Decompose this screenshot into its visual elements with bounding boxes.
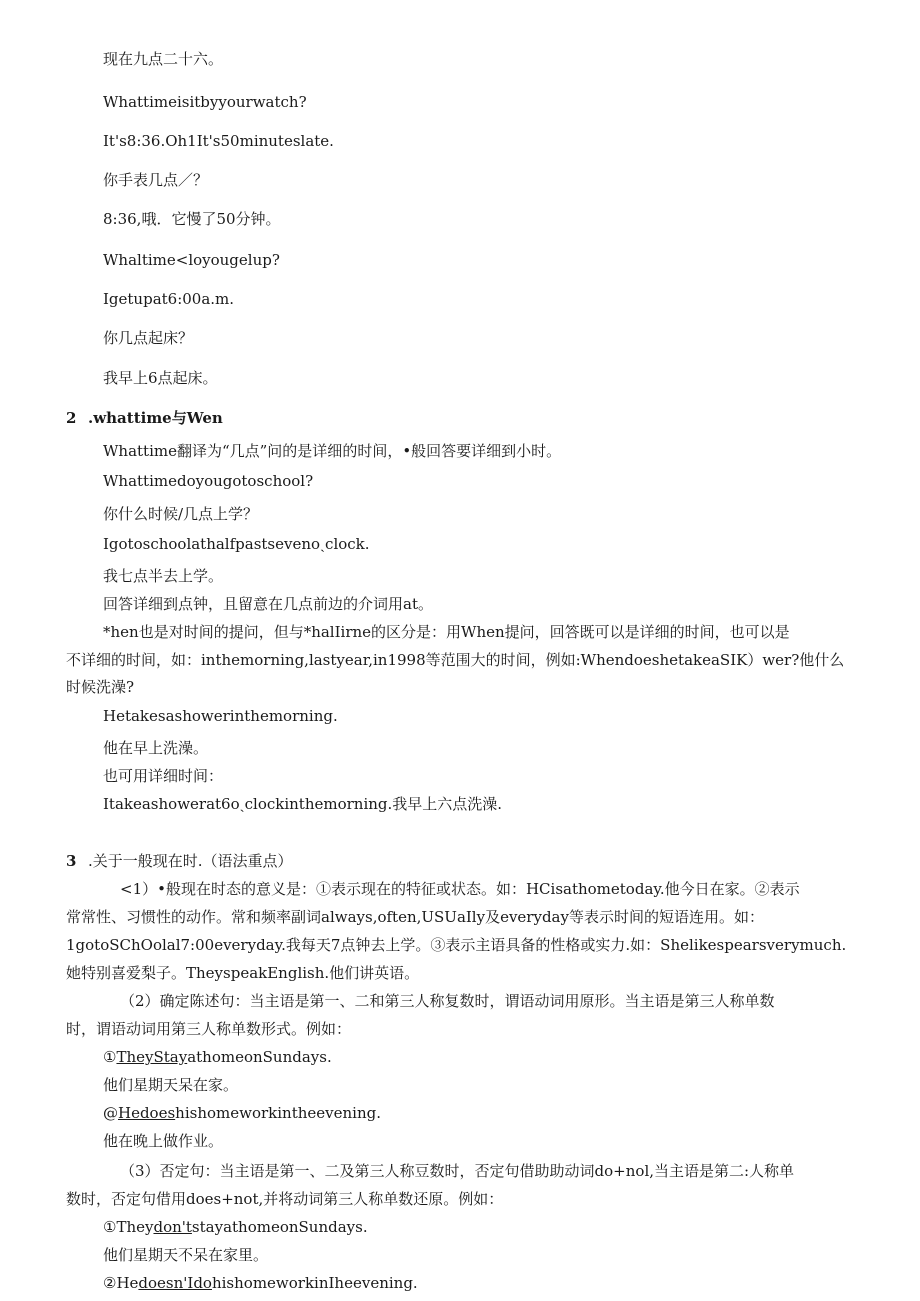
underlined-verb: Hedoes	[118, 1104, 176, 1122]
text-line: 我早上6点起床。	[103, 369, 218, 387]
text-line: 也可用详细时间：	[103, 767, 224, 785]
example-prefix: @	[103, 1104, 118, 1122]
text-line: Igotoschoolathalfpastsevenoˏclock.	[103, 535, 370, 553]
underlined-subject: TheyStay	[116, 1048, 188, 1066]
text-line: Hetakesashowerinthemorning.	[103, 707, 338, 725]
section-number: 2	[66, 409, 77, 427]
example-rest: hishomeworkinIheevening.	[211, 1274, 418, 1292]
example-line	[103, 1217, 368, 1237]
text-line: 他们星期天不呆在家里。	[103, 1246, 269, 1264]
example-line	[103, 1047, 332, 1067]
underlined-verb: doesn'Ido	[138, 1274, 212, 1292]
text-line: Igetupat6:00a.m.	[103, 290, 235, 308]
text-line: *hen也是对时间的提问，但与*halIirne的区分是：用When提问，回答既可以是详细的时间，也可以是	[103, 623, 790, 641]
underlined-verb: don't	[153, 1218, 192, 1236]
text-line: 他在早上洗澡。	[103, 739, 209, 757]
text-line: （3）否定句：当主语是第一、二及第三人称豆数时，否定句借助助动词do+nol,当主语是第二:人称单	[120, 1162, 795, 1180]
text-line: 常常性、习惯性的动作。常和频率副词always,often,USUaIly及everyday等表示时间的短语连用。如：	[66, 908, 764, 926]
text-line: 你几点起床？	[103, 329, 194, 347]
text-line: 不详细的时间，如：inthemorning,lastyear,in1998等范围大的时间，例如:WhendoeshetakeaSIK）wer?他什么	[66, 651, 845, 669]
section-heading: .whattime与Wen	[88, 409, 223, 427]
text-line: 数时，否定句借用does+not,并将动词第三人称单数还原。例如：	[66, 1190, 504, 1208]
example-rest: hishomeworkintheevening.	[175, 1104, 381, 1122]
text-line: 你什么时候/几点上学？	[103, 505, 259, 523]
text-line: 我七点半去上学。	[103, 567, 224, 585]
text-line: 时候洗澡?	[66, 678, 135, 696]
text-line: <1）•般现在时态的意义是：①表示现在的特征或状态。如：HCisathometoday.他今日在家。②表示	[120, 880, 800, 898]
text-line: （2）确定陈述句：当主语是第一、二和第三人称复数时，谓语动词用原形。当主语是第三人称单数	[120, 992, 775, 1010]
example-line	[103, 1103, 381, 1123]
text-line: 1gotoSChOolal7:00everyday.我每天7点钟去上学。③表示主语具备的性格或实力.如：Shelikespearsverymuch.	[66, 936, 847, 954]
example-prefix: ②He	[103, 1274, 139, 1292]
text-line: 你手表几点／？	[103, 171, 209, 189]
text-line: 8:36,哦．它慢了50分钟。	[103, 210, 281, 228]
text-line: 回答详细到点钟，且留意在几点前边的介词用at。	[103, 595, 433, 613]
text-line: 现在九点二十六。	[103, 50, 224, 68]
text-line: It's8:36.Oh1It's50minuteslate.	[103, 132, 334, 150]
text-line: 他们星期天呆在家。	[103, 1076, 239, 1094]
example-line	[103, 1273, 418, 1293]
text-line: Itakeashowerat6oˏclockinthemorning.我早上六点洗澡.	[103, 795, 503, 813]
section-number: 3	[66, 852, 77, 870]
example-rest: athomeonSundays.	[187, 1048, 332, 1066]
text-line: 时，谓语动词用第三人称单数形式。例如：	[66, 1020, 352, 1038]
section-heading: .关于一般现在时.（语法重点）	[88, 852, 293, 870]
text-line: 他在晚上做作业。	[103, 1132, 224, 1150]
example-prefix: ①They	[103, 1218, 154, 1236]
text-line: 她特别喜爱梨子。TheyspeakEnglish.他们讲英语。	[66, 964, 420, 982]
example-rest: stayathomeonSundays.	[191, 1218, 368, 1236]
example-prefix: ①	[103, 1048, 117, 1066]
text-line: Whattimedoyougotoschool?	[103, 472, 314, 490]
text-line: Whaltime<loyougelup?	[103, 251, 280, 269]
text-line: Whattimeisitbyyourwatch?	[103, 93, 307, 111]
text-line: Whattime翻译为“几点”问的是详细的时间，•般回答要详细到小时。	[103, 442, 562, 460]
